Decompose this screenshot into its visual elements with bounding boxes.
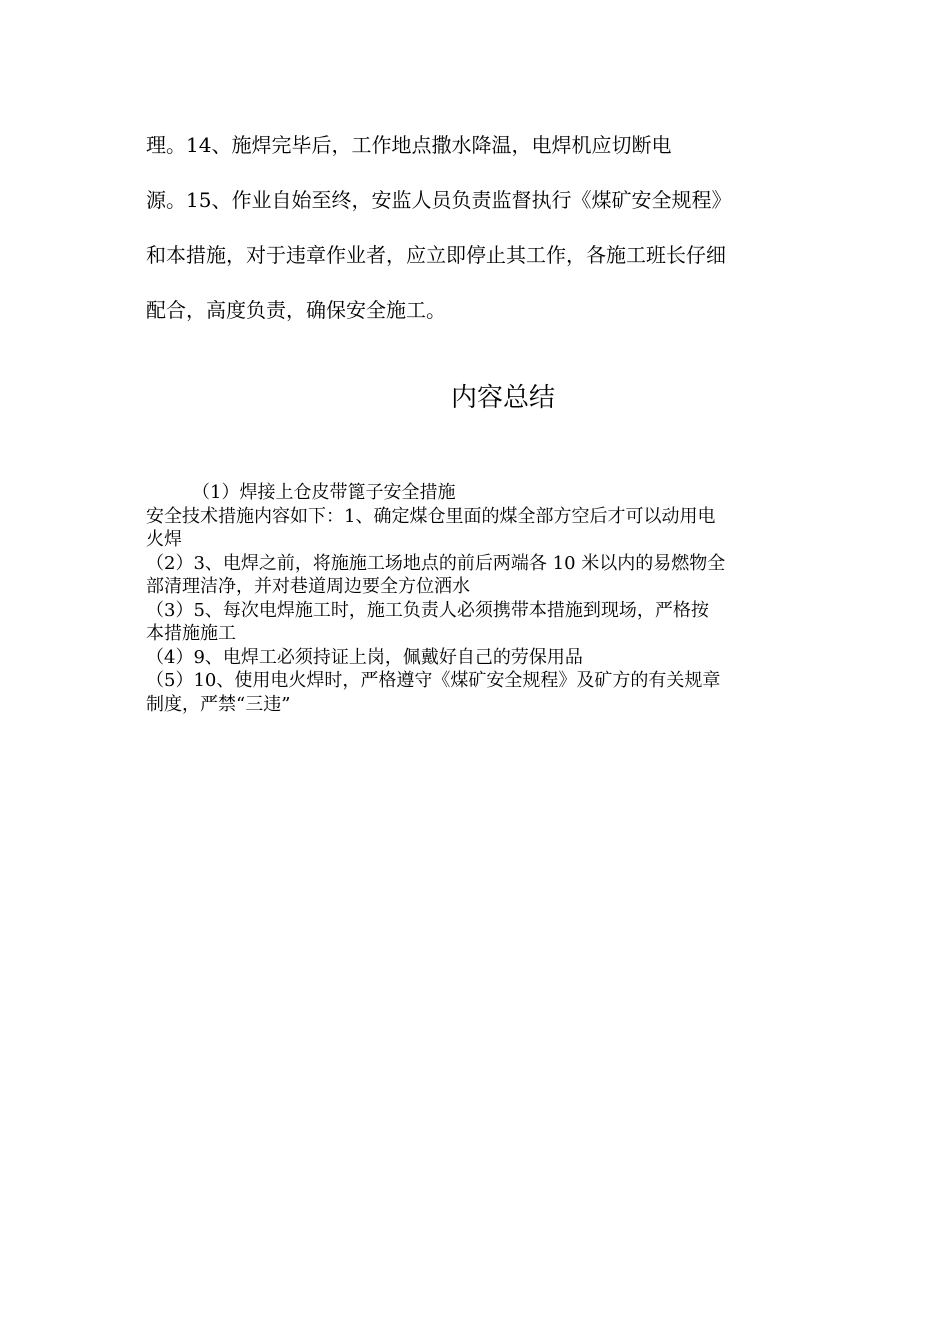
body-line: 源。15、作业自始至终，安监人员负责监督执行《煤矿安全规程》 (146, 188, 732, 212)
summary-line: 本措施施工 (146, 623, 236, 644)
summary-line: 火焊 (146, 529, 182, 550)
summary-intro: （1）焊接上仓皮带篦子安全措施 (192, 482, 456, 503)
body-line: 理。14、施焊完毕后，工作地点撒水降温，电焊机应切断电 (146, 133, 672, 157)
body-paragraph (146, 118, 806, 338)
summary-line: （3）5、每次电焊施工时，施工负责人必须携带本措施到现场，严格按 (146, 599, 709, 621)
summary-line: （5）10、使用电火焊时，严格遵守《煤矿安全规程》及矿方的有关规章 (146, 670, 721, 691)
body-line: 配合，高度负责，确保安全施工。 (146, 298, 446, 322)
summary-title: 内容总结 (450, 383, 555, 413)
summary-line: （2）3、电焊之前，将施施工场地点的前后两端各 10 米以内的易燃物全 (146, 552, 726, 574)
summary-line: 制度，严禁“三违” (146, 693, 291, 715)
body-line: 和本措施，对于违章作业者，应立即停止其工作，各施工班长仔细 (146, 243, 726, 267)
summary-section (146, 481, 806, 716)
summary-line: 部清理洁净，并对巷道周边要全方位洒水 (146, 576, 470, 597)
summary-line: （4）9、电焊工必须持证上岗，佩戴好自己的劳保用品 (146, 646, 583, 668)
summary-line: 安全技术措施内容如下：1、确定煤仓里面的煤全部方空后才可以动用电 (146, 505, 716, 527)
